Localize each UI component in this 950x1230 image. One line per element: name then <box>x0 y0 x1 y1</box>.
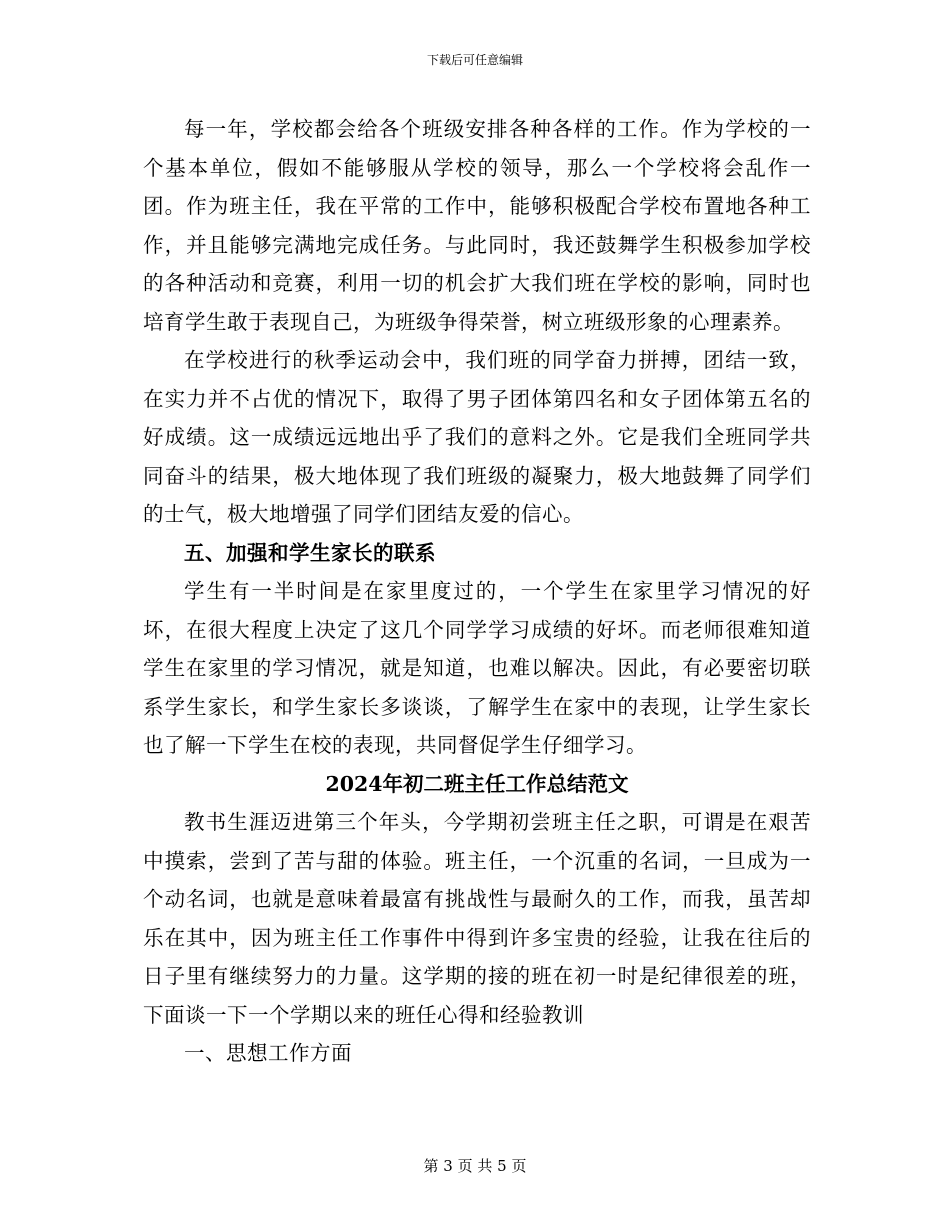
paragraph-parent-contact: 学生有一半时间是在家里度过的，一个学生在家里学习情况的好坏，在很大程度上决定了这几个同学学习成绩的好坏。而老师很难知道学生在家里的学习情况，就是知道，也难以解决。因此，有必要密切联系学生家长，和学生家长多谈谈，了解学生在家中的表现，让学生家长也了解一下学生在校的表现，共同督促学生仔细学习。 <box>143 579 811 757</box>
document-body <box>143 110 811 1073</box>
section-heading-parents: 五、加强和学生家长的联系 <box>184 540 436 565</box>
paragraph-class-work: 每一年，学校都会给各个班级安排各种各样的工作。作为学校的一个基本单位，假如不能够服从学校的领导，那么一个学校将会乱作一团。作为班主任，我在平常的工作中，能够积极配合学校布置地各种工作，并且能够完满地完成任务。与此同时，我还鼓舞学生积极参加学校的各种活动和竞赛，利用一切的机会扩大我们班在学校的影响，同时也培育学生敢于表现自己，为班级争得荣誉，树立班级形象的心理素养。 <box>143 117 811 334</box>
section-heading-ideology: 一、思想工作方面 <box>184 1041 352 1065</box>
paragraph-sports-meet: 在学校进行的秋季运动会中，我们班的同学奋力拼搏，团结一致，在实力并不占优的情况下，取得了男子团体第四名和女子团体第五名的好成绩。这一成绩远远地出乎了我们的意料之外。它是我们全班同学共同奋斗的结果，极大地体现了我们班级的凝聚力，极大地鼓舞了同学们的士气，极大地增强了同学们团结友爱的信心。 <box>143 348 811 526</box>
document-title: 2024年初二班主任工作总结范文 <box>325 771 629 796</box>
page-header: 下载后可任意编辑 <box>426 53 523 67</box>
paragraph-intro: 教书生涯迈进第三个年头，今学期初尝班主任之职，可谓是在艰苦中摸索，尝到了苦与甜的体验。班主任，一个沉重的名词，一旦成为一个动名词，也就是意味着最富有挑战性与最耐久的工作，而我，虽苦却乐在其中，因为班主任工作事件中得到许多宝贵的经验，让我在往后的日子里有继续努力的力量。这学期的接的班在初一时是纪律很差的班，下面谈一下一个学期以来的班任心得和经验教训 <box>143 810 811 1027</box>
page-footer: 第 3 页 共 5 页 <box>423 1157 527 1175</box>
